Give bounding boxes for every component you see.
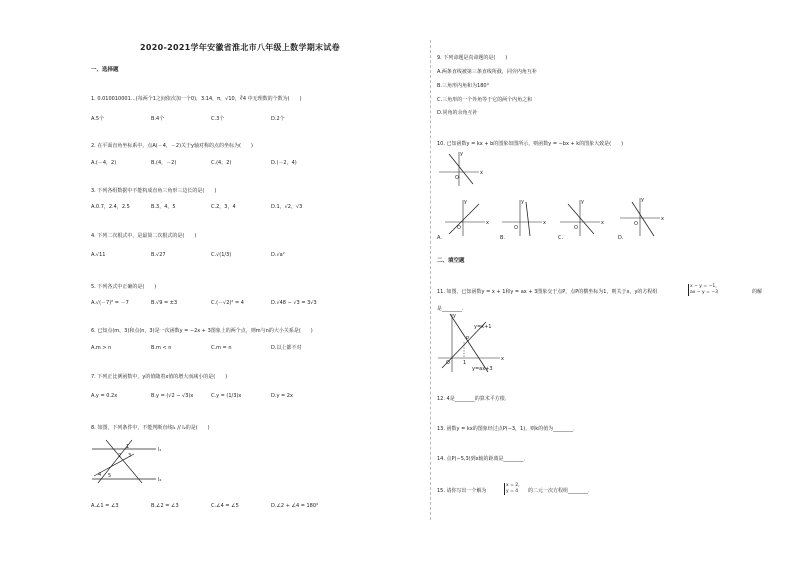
- question-5-stem: 5. 下列各式中正确的是( ): [91, 284, 157, 290]
- question-4-stem: 4. 下列二次根式中，是最简二次根式的是( ): [91, 233, 197, 239]
- q10-option-a: A.: [437, 235, 442, 241]
- axis-y: y: [581, 199, 584, 205]
- transversal-2: [106, 440, 142, 483]
- q4-option-b: B.√27: [151, 252, 166, 258]
- q8-parallel-lines-figure: [88, 436, 168, 488]
- q4-option-d: D.√a²: [271, 252, 285, 258]
- question-14-stem: 14. 点P(−5,3)到x轴的距离是________．: [437, 456, 529, 462]
- origin: O: [455, 175, 459, 181]
- axis-y: y: [521, 199, 524, 205]
- q11-eq-2: ax − y = −3: [690, 290, 718, 295]
- axis-x: x: [480, 170, 483, 176]
- question-1-stem: 1. 0.010010001…(每两个1之间依次加一个0)，3.14，π，√10，∛4 中无理数的个数为( ): [91, 96, 302, 102]
- section-choice-heading: 一、选择题: [91, 67, 119, 73]
- column-divider: [430, 40, 431, 520]
- line-y-ax-plus-3: [450, 314, 488, 372]
- question-15-stem: 15. 请你写出一个解为: [437, 488, 487, 494]
- q11-eq-1: x − y = −1，: [690, 284, 720, 289]
- q2-option-a: A.(－4，2): [91, 160, 117, 166]
- origin: O: [634, 221, 638, 227]
- q10-graph-a: [443, 198, 491, 238]
- q3-option-a: A.0.7，2.4，2.5: [91, 204, 130, 210]
- q8-option-c: C.∠4 = ∠5: [211, 503, 239, 509]
- tick-1: 1: [463, 360, 467, 366]
- origin: O: [457, 225, 461, 231]
- question-11-stem: 11. 如图，已知函数y = x + 1和y = ax + 3图象交于点P，点P的横坐标为1，则关于x，y的方程组: [437, 289, 658, 295]
- q10-graph-c: [558, 198, 606, 238]
- q8-option-b: B.∠2 = ∠3: [151, 503, 179, 509]
- question-8-stem: 8. 如图，下列条件中，不能判断直线l₁ // l₂的是( ): [91, 425, 210, 431]
- q9-option-c: C.三角形的一个外角等于它的两个内角之和: [437, 97, 533, 103]
- angle-label-1: 1: [126, 444, 130, 450]
- q5-option-b: B.√9 = ±3: [151, 300, 178, 306]
- q4-option-c: C.√(1/3): [211, 252, 232, 258]
- axis-x: x: [661, 216, 664, 222]
- q7-option-a: A.y = 0.2x: [91, 393, 118, 399]
- q7-option-d: D.y = 2x: [271, 393, 293, 399]
- line2-label: y=ax+3: [472, 366, 493, 372]
- q7-option-c: C.y = (1/3)x: [211, 393, 242, 399]
- angle-label-4: 4: [98, 472, 102, 478]
- angle-label-2: 2: [118, 453, 122, 459]
- q10-main-graph: [437, 150, 483, 188]
- q1-option-c: C.3个: [211, 116, 225, 122]
- q1-option-b: B.4个: [151, 116, 165, 122]
- angle-label-3: 3: [128, 453, 132, 459]
- question-3-stem: 3. 下列各组数据中不能构成直角三角形三边长的是( ): [91, 188, 217, 194]
- section-fill-heading: 二、填空题: [437, 258, 465, 264]
- q8-option-d: D.∠2 + ∠4 = 180°: [271, 503, 319, 509]
- axis-y: y: [641, 197, 644, 203]
- q1-option-d: D.2个: [271, 116, 285, 122]
- page-title: 2020-2021学年安徽省淮北市八年级上数学期末试卷: [140, 43, 340, 52]
- q2-option-c: C.(4，2): [211, 160, 232, 166]
- q6-option-c: C.m = n: [211, 345, 232, 351]
- q10-option-c: C.: [558, 235, 564, 241]
- q11-equation-system: [688, 284, 720, 296]
- line1-label: y=x+1: [474, 324, 492, 330]
- q2-option-b: B.(4，－2): [151, 160, 177, 166]
- q2-option-d: D.(－2，4): [271, 160, 297, 166]
- q7-option-b: B.y = (√2 − √3)x: [151, 393, 194, 399]
- q3-option-b: B.3，4，5: [151, 204, 176, 210]
- question-10-stem: 10. 已知函数y = kx + b的图象如图所示，则函数y = −bx + k的图象大致是( ): [437, 141, 624, 147]
- question-7-stem: 7. 下列正比例函数中，y的值随着x值的增大而减小的是( ): [91, 374, 228, 380]
- q9-option-b: B.三角形内角和为180°: [437, 83, 490, 89]
- origin: O: [446, 360, 450, 366]
- axis-x: x: [543, 220, 546, 226]
- q15-stem-tail: 的二元一次方程组________．: [528, 488, 594, 494]
- origin: O: [514, 225, 518, 231]
- q9-option-a: A.两条直线被第三条直线所截，同旁内角互补: [437, 69, 537, 75]
- q5-option-c: C.(－√2)² = 4: [211, 300, 244, 306]
- axis-x: x: [601, 220, 604, 226]
- axis-y: y: [460, 151, 463, 157]
- axis-y: y: [464, 199, 467, 205]
- q11-intersection-graph: [436, 312, 506, 374]
- question-13-stem: 13. 函数y = kx的图象经过点P(−3，1)，则k的值为________．: [437, 426, 579, 432]
- q10-option-d: D.: [618, 235, 624, 241]
- q10-option-b: B.: [500, 235, 506, 241]
- question-2-stem: 2. 在平面直角坐标系中，点A(－4，－2)关于y轴对称的点的坐标为( ): [91, 143, 253, 149]
- label-l1: l₁: [158, 447, 162, 453]
- q9-option-d: D.同角的余角互补: [437, 110, 478, 116]
- q3-option-c: C.2，3，4: [211, 204, 236, 210]
- q6-option-d: D.以上都不对: [271, 345, 302, 351]
- question-12-stem: 12. 4是________的算术平方根．: [437, 396, 510, 402]
- q1-option-a: A.5个: [91, 116, 105, 122]
- q10-graph-d: [618, 196, 666, 238]
- origin: O: [574, 225, 578, 231]
- q4-option-a: A.√11: [91, 252, 106, 258]
- q6-option-a: A.m > n: [91, 345, 112, 351]
- q8-option-a: A.∠1 = ∠3: [91, 503, 119, 509]
- question-6-stem: 6. 已知点(m，3)和点(n，3)是一次函数y = −2x + 3图象上的两个点，则m与n的大小关系是( ): [91, 328, 313, 334]
- q15-solution-system: [504, 483, 523, 495]
- q6-option-b: B.m < n: [151, 345, 172, 351]
- q15-eq-2: y = 4: [506, 489, 519, 494]
- q5-option-d: D.√48 − √3 = 3√3: [271, 300, 317, 306]
- label-l2: l₂: [158, 477, 162, 483]
- point-p: P: [466, 336, 470, 342]
- angle-label-5: 5: [108, 473, 112, 479]
- question-9-stem: 9. 下列命题是真命题的是( ): [437, 55, 508, 61]
- q10-graph-b: [500, 198, 548, 238]
- q11-answer-line: 是________．: [437, 306, 468, 312]
- q15-eq-1: x = 2，: [506, 483, 523, 488]
- q11-stem-tail: 的解: [752, 289, 763, 295]
- axis-x: x: [501, 356, 504, 362]
- axis-y: y: [453, 313, 456, 319]
- q5-option-a: A.√(－7)² = －7: [91, 300, 129, 306]
- axis-x: x: [486, 220, 489, 226]
- q3-option-d: D.1，√2，√3: [271, 204, 303, 210]
